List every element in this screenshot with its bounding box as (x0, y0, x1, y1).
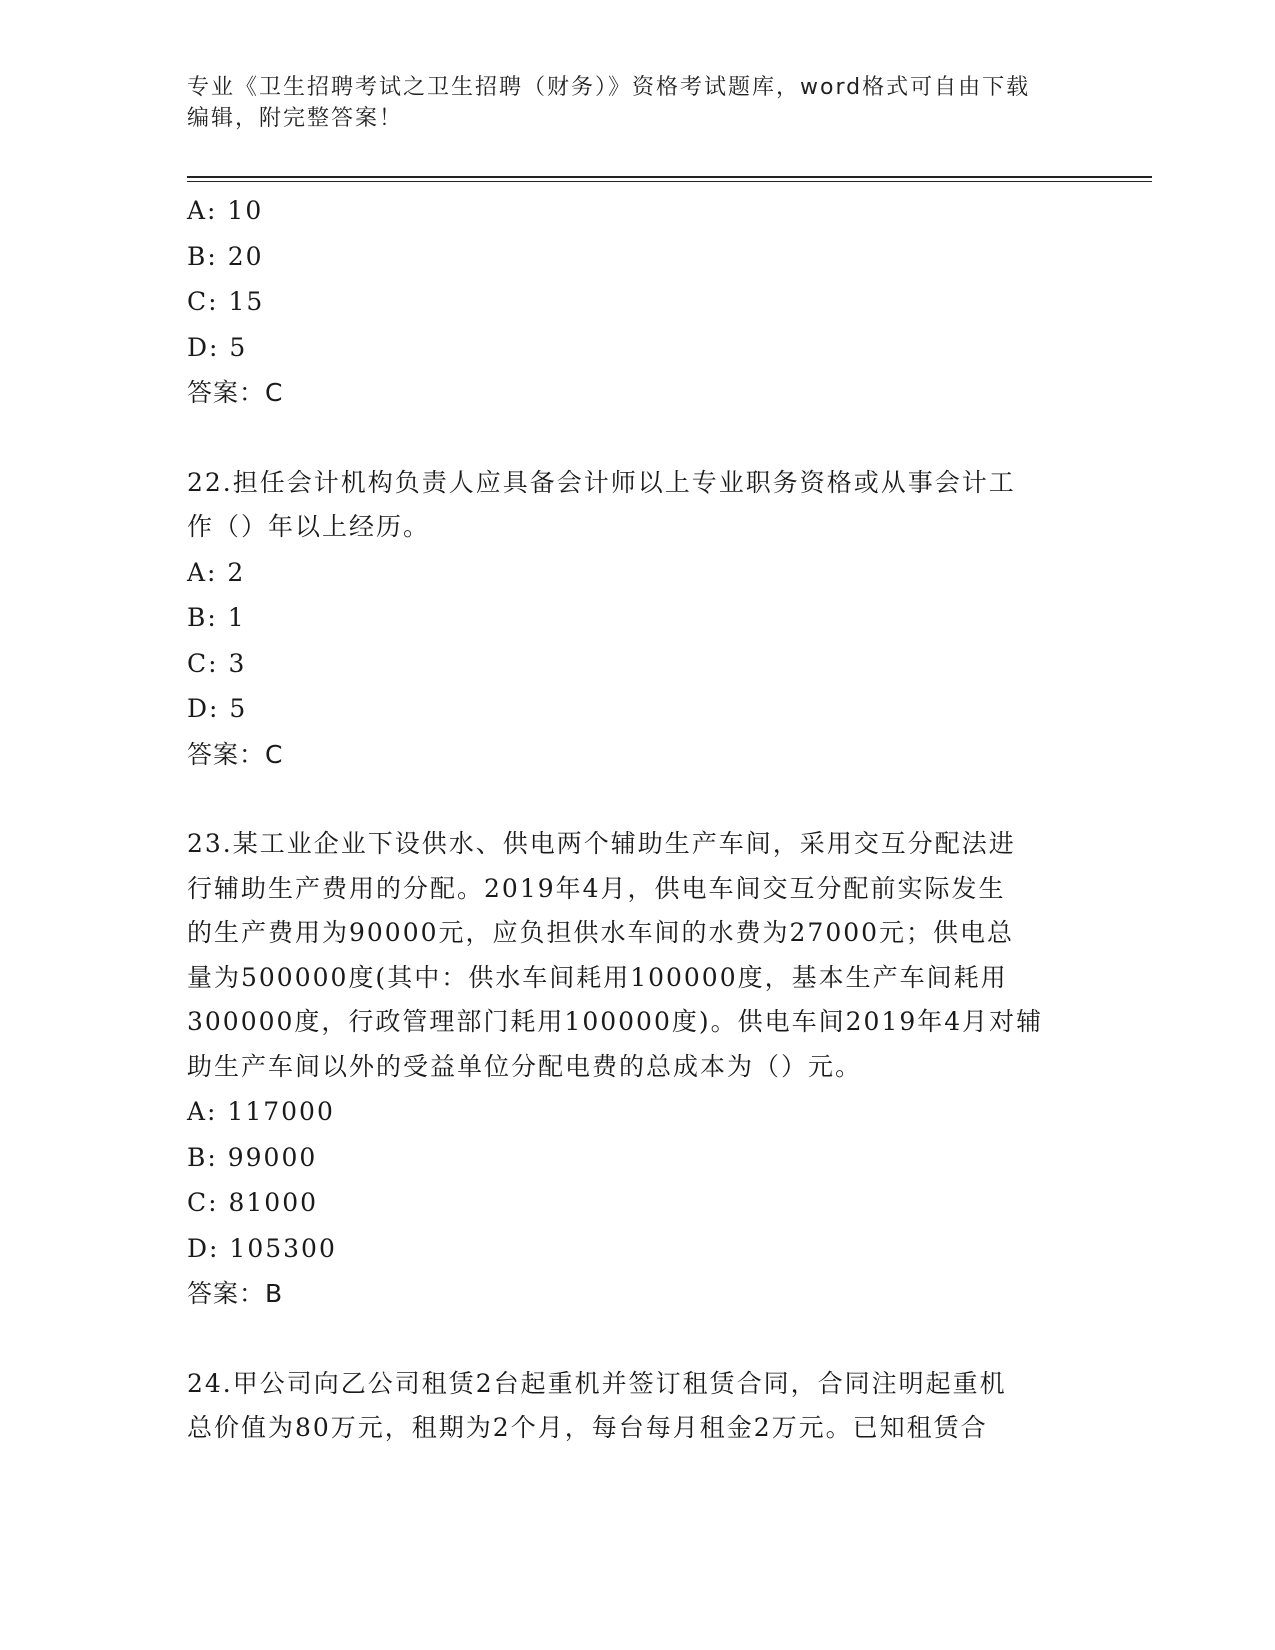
header-divider-thin (187, 181, 1152, 182)
question-stem-line: 行辅助生产费用的分配。2019年4月，供电车间交互分配前实际发生 (187, 873, 1006, 903)
option-d: D: 105300 (187, 1233, 337, 1263)
option-a: A: 2 (187, 557, 246, 587)
question-stem-line: 的生产费用为90000元，应负担供水车间的水费为27000元；供电总 (187, 918, 1015, 947)
question-content (187, 188, 1087, 1451)
header-line-1: 专业《卫生招聘考试之卫生招聘（财务）》资格考试题库，word格式可自由下载 (187, 75, 1031, 100)
spacer (187, 1317, 1087, 1362)
option-d: D: 5 (187, 332, 248, 362)
option-b: B: 99000 (187, 1142, 318, 1172)
header-line-2: 编辑，附完整答案！ (187, 106, 404, 131)
spacer (187, 777, 1087, 822)
option-c: C: 3 (187, 648, 247, 678)
question-stem-line: 300000度，行政管理部门耗用100000度)。供电车间2019年4月对辅 (187, 1007, 1044, 1036)
option-a: A: 10 (187, 196, 264, 225)
option-a: A: 117000 (187, 1097, 335, 1126)
question-22 (187, 461, 1087, 778)
document-header (187, 72, 1067, 134)
question-stem-line: 22.担任会计机构负责人应具备会计师以上专业职务资格或从事会计工 (187, 467, 1016, 497)
question-stem-line: 作（）年以上经历。 (187, 512, 431, 541)
answer-line: 答案：C (187, 739, 284, 769)
option-b: B: 1 (187, 603, 246, 632)
question-23 (187, 822, 1087, 1317)
question-stem-line: 23.某工业企业下设供水、供电两个辅助生产车间，采用交互分配法进 (187, 829, 1016, 858)
answer-line: 答案：B (187, 1279, 284, 1308)
answer-line: 答案：C (187, 378, 284, 407)
question-stem-line: 助生产车间以外的受益单位分配电费的总成本为（）元。 (187, 1051, 863, 1081)
option-d: D: 5 (187, 694, 248, 723)
option-b: B: 20 (187, 241, 264, 271)
option-c: C: 81000 (187, 1188, 319, 1217)
spacer (187, 416, 1087, 461)
question-stem-line: 总价值为80万元，租期为2个月，每台每月租金2万元。已知租赁合 (187, 1413, 988, 1442)
question-24 (187, 1362, 1087, 1451)
header-divider-thick (187, 176, 1152, 178)
question-stem-line: 24.甲公司向乙公司租赁2台起重机并签订租赁合同，合同注明起重机 (187, 1368, 1007, 1398)
question-21 (187, 188, 1087, 416)
question-stem-line: 量为500000度(其中：供水车间耗用100000度，基本生产车间耗用 (187, 962, 1008, 992)
option-c: C: 15 (187, 287, 265, 316)
